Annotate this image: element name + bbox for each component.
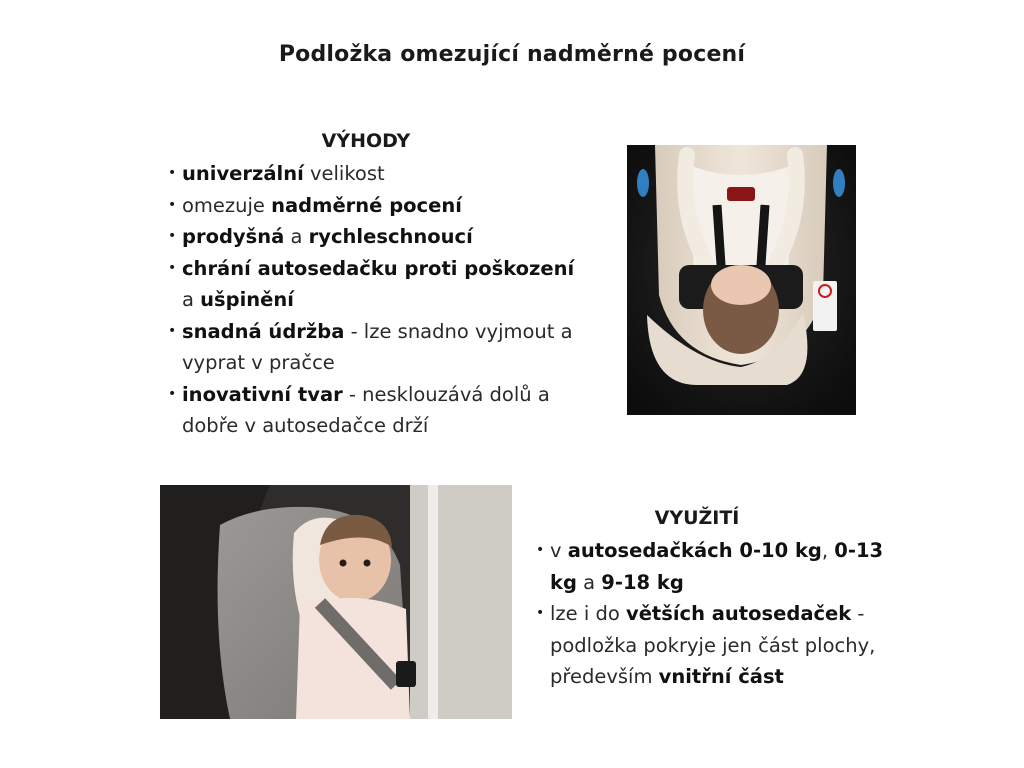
window-frame (428, 485, 438, 719)
harness-buckle (727, 187, 755, 201)
text: v (550, 539, 568, 562)
list-item (168, 221, 588, 253)
page-title: Podložka omezující nadměrné pocení (278, 42, 746, 67)
usage-list (536, 535, 896, 693)
child-eye-right (364, 560, 371, 567)
bold-text: autosedačkách 0-10 kg (567, 539, 822, 562)
bold-text: rychleschnoucí (308, 225, 473, 248)
text: - nesklouzává dolů a dobře v autosedačce drží (182, 382, 550, 437)
bold-text: chrání autosedačku proti poškození (182, 256, 575, 280)
seat-photo-illustration (160, 485, 512, 719)
bold-text: větších autosedaček (625, 602, 852, 625)
bold-text: prodyšná (182, 225, 285, 248)
child-body (296, 598, 410, 719)
child-eye-left (340, 560, 347, 567)
benefits-list (168, 158, 588, 442)
baby-face (711, 265, 771, 305)
text: omezuje (182, 193, 272, 217)
belt-buckle (396, 661, 416, 687)
text: - podložka pokryje jen část plochy, především (550, 602, 876, 688)
benefits-heading: VÝHODY (321, 130, 411, 152)
list-item (168, 316, 588, 379)
bold-text: vnitřní část (658, 665, 784, 688)
bold-text: ušpinění (200, 288, 294, 311)
text: a (576, 570, 602, 594)
text: velikost (303, 162, 385, 185)
text: a (182, 288, 201, 311)
bold-text: 9-18 kg (601, 570, 684, 594)
list-item (168, 253, 588, 316)
carrier-photo (627, 145, 856, 415)
bold-text: snadná údržba (182, 319, 345, 343)
carrier-blue-trim-left (637, 169, 649, 197)
usage-heading: VYUŽITÍ (654, 507, 740, 529)
text: a (284, 225, 309, 248)
bold-text: 0-13 kg (550, 539, 884, 594)
list-item (168, 379, 588, 442)
carrier-blue-trim-right (833, 169, 845, 197)
bold-text: nadměrné pocení (271, 193, 462, 217)
list-item (168, 190, 588, 222)
safety-label (813, 281, 837, 331)
bold-text: inovativní tvar (182, 382, 343, 406)
list-item (536, 535, 896, 598)
text: - lze snadno vyjmout a vyprat v pračce (182, 319, 573, 374)
list-item (168, 158, 588, 190)
text: , (821, 539, 835, 562)
car-window (410, 485, 512, 719)
text: lze i do (550, 602, 626, 625)
seat-photo (160, 485, 512, 719)
carrier-photo-illustration (627, 145, 856, 415)
list-item (536, 598, 896, 693)
bold-text: univerzální (182, 162, 304, 185)
